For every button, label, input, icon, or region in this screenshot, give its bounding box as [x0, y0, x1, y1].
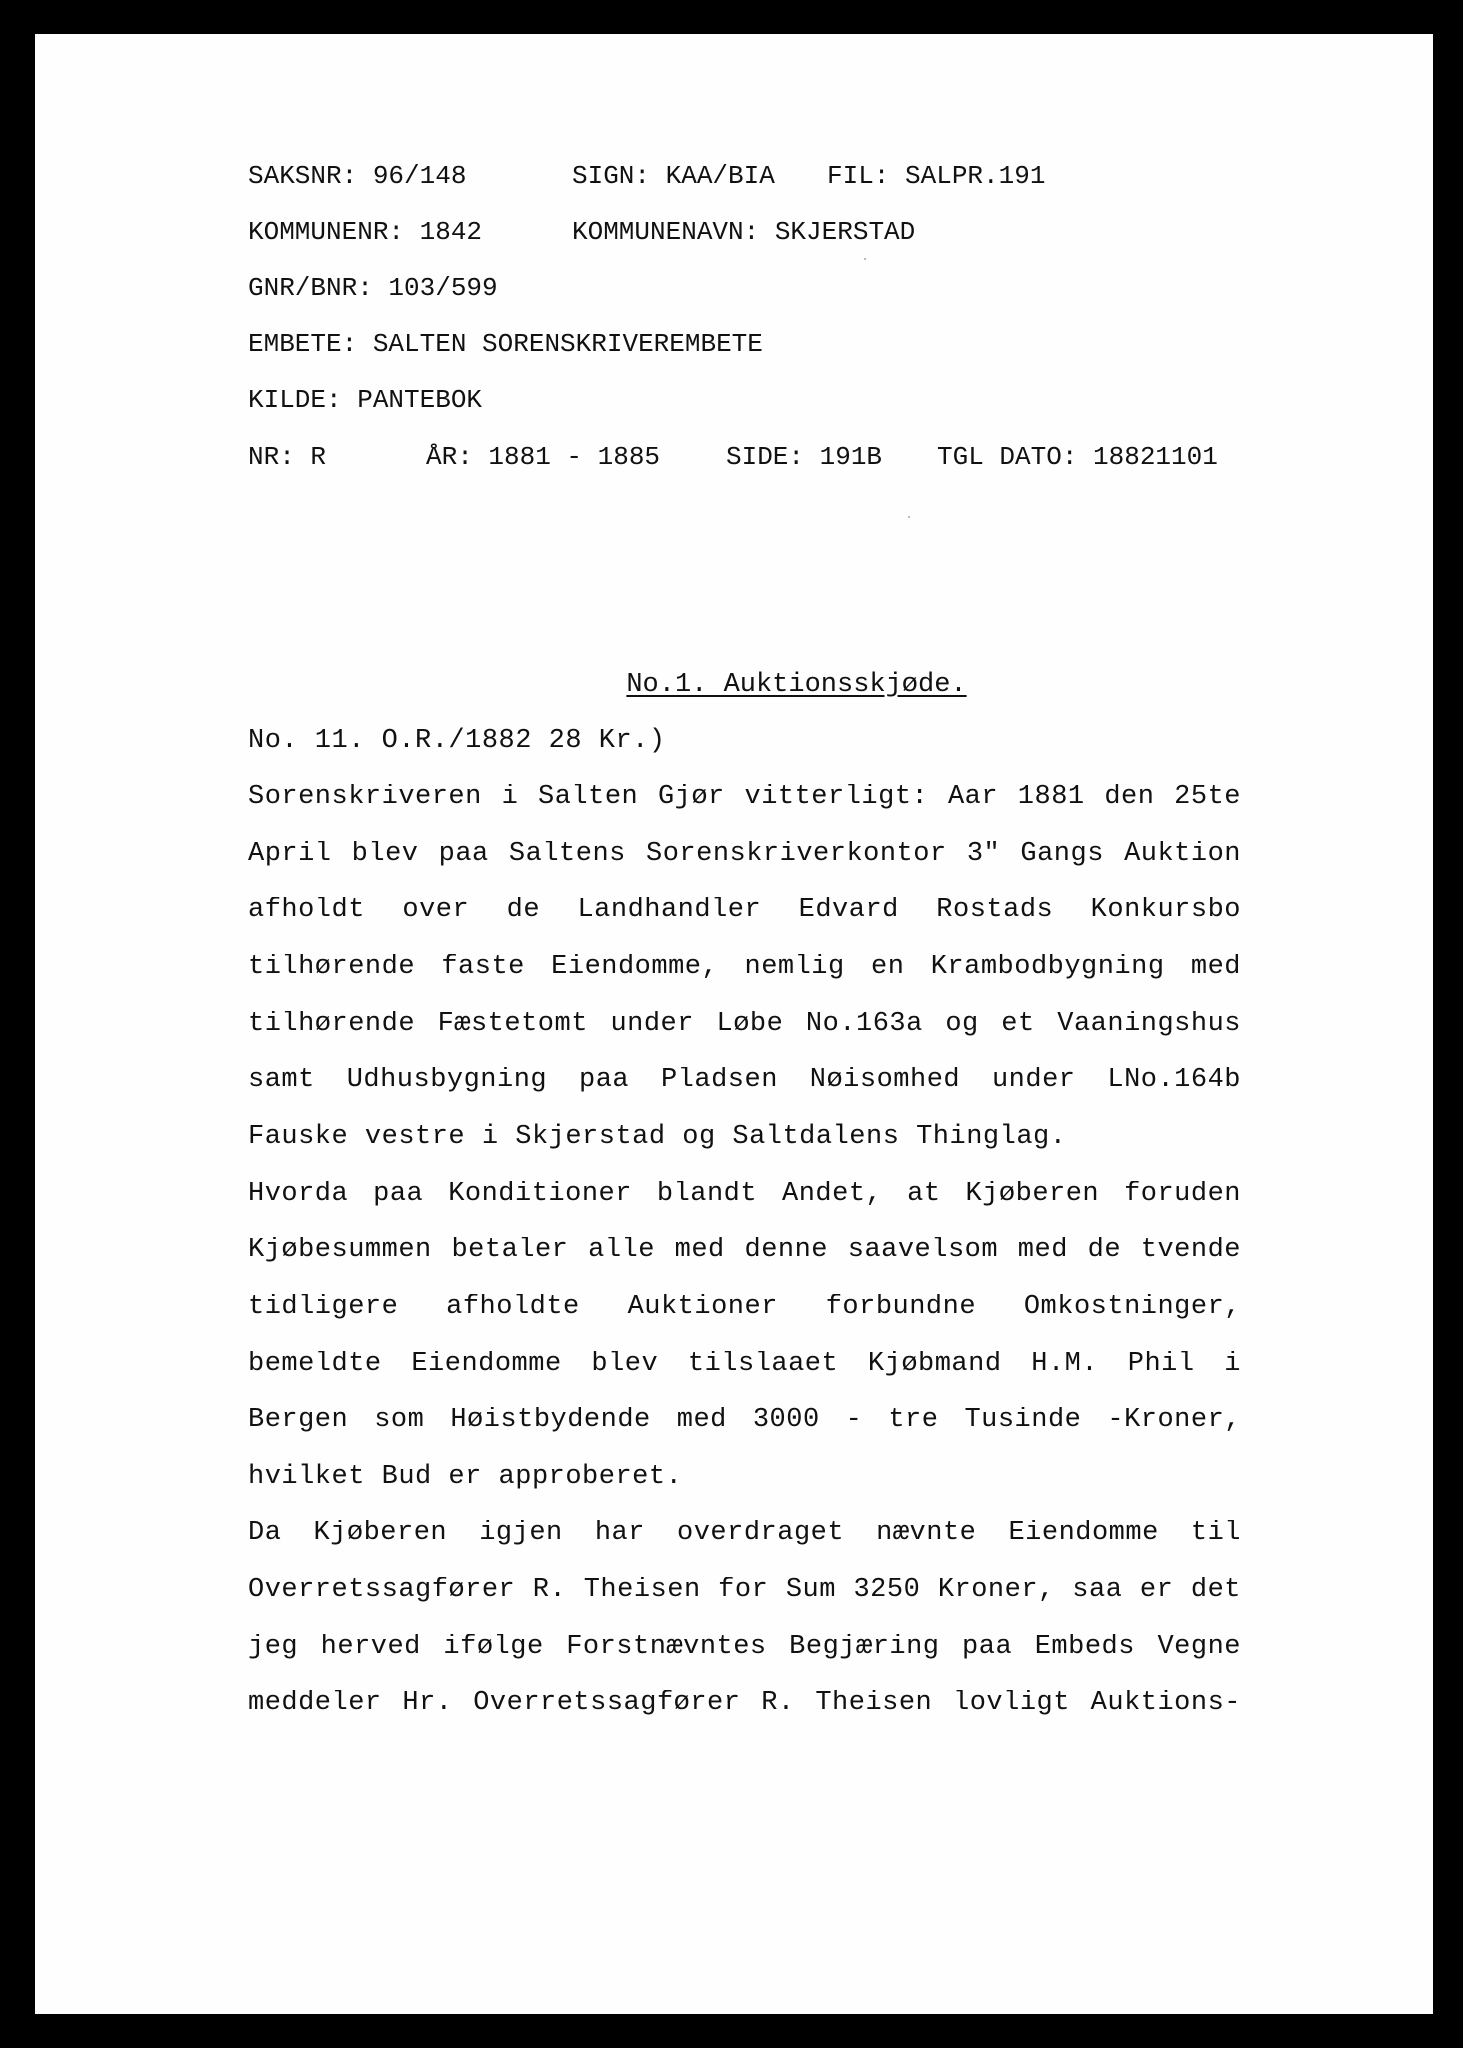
body-line: Fauske vestre i Skjerstad og Saltdalens Thinglag. [248, 1122, 1067, 1152]
body-line: jeg herved ifølge Forstnævntes Begjæring paa Embeds Vegne [248, 1634, 1241, 1662]
saksnr-field: SAKSNR: 96/148 [248, 161, 467, 191]
header-row-5 [248, 385, 483, 439]
paper-speck [864, 258, 866, 260]
kilde-field: KILDE: PANTEBOK [248, 385, 483, 415]
body-line: samt Udhusbygning paa Pladsen Nøisomhed under LNo.164b [248, 1067, 1241, 1095]
body-line: Sorenskriveren i Salten Gjør vitterligt: Aar 1881 den 25te [248, 784, 1241, 812]
header-row-4 [248, 329, 763, 383]
body-line: tilhørende faste Eiendomme, nemlig en Krambodbygning med [248, 954, 1241, 982]
embete-field: EMBETE: SALTEN SORENSKRIVEREMBETE [248, 329, 763, 359]
aar-field: ÅR: 1881 - 1885 [426, 442, 661, 472]
body-line: Kjøbesummen betaler alle med denne saavelsom med de tvende [248, 1237, 1241, 1265]
body-line: meddeler Hr. Overretssagfører R. Theisen lovligt Auktions- [248, 1690, 1241, 1718]
document-title [0, 670, 1463, 700]
body-line: hvilket Bud er approberet. [248, 1462, 683, 1492]
paper-speck [908, 516, 910, 518]
kommunenr-field: KOMMUNENR: 1842 [248, 217, 483, 247]
side-field: SIDE: 191B [726, 442, 883, 472]
body-line: Bergen som Høistbydende med 3000 - tre Tusinde -Kroner, [248, 1407, 1241, 1435]
body-line: Overretssagfører R. Theisen for Sum 3250 Kroner, saa er det [248, 1577, 1241, 1605]
body-line: bemeldte Eiendomme blev tilslaaet Kjøbmand H.M. Phil i [248, 1351, 1241, 1379]
body-line: Hvorda paa Konditioner blandt Andet, at Kjøberen foruden [248, 1181, 1241, 1209]
body-line: April blev paa Saltens Sorenskriverkontor 3" Gangs Auktion [248, 841, 1241, 869]
gnr-bnr-field: GNR/BNR: 103/599 [248, 273, 498, 303]
body-line: tilhørende Fæstetomt under Løbe No.163a og et Vaaningshus [248, 1011, 1241, 1039]
body-line: tidligere afholdte Auktioner forbundne Omkostninger, [248, 1294, 1241, 1322]
body-line: afholdt over de Landhandler Edvard Rostads Konkursbo [248, 897, 1241, 925]
nr-field: NR: R [248, 442, 327, 472]
kommunenavn-field: KOMMUNENAVN: SKJERSTAD [572, 217, 916, 247]
sign-field: SIGN: KAA/BIA [572, 161, 775, 191]
tgl-dato-field: TGL DATO: 18821101 [937, 442, 1218, 472]
body-line: Da Kjøberen igjen har overdraget nævnte Eiendomme til [248, 1520, 1241, 1548]
document-title-text: No.1. Auktionsskjøde. [626, 670, 967, 700]
header-row-3 [248, 273, 498, 327]
body-line: No. 11. O.R./1882 28 Kr.) [248, 726, 666, 756]
fil-field: FIL: SALPR.191 [827, 161, 1046, 191]
header-row-6 [248, 442, 1218, 574]
